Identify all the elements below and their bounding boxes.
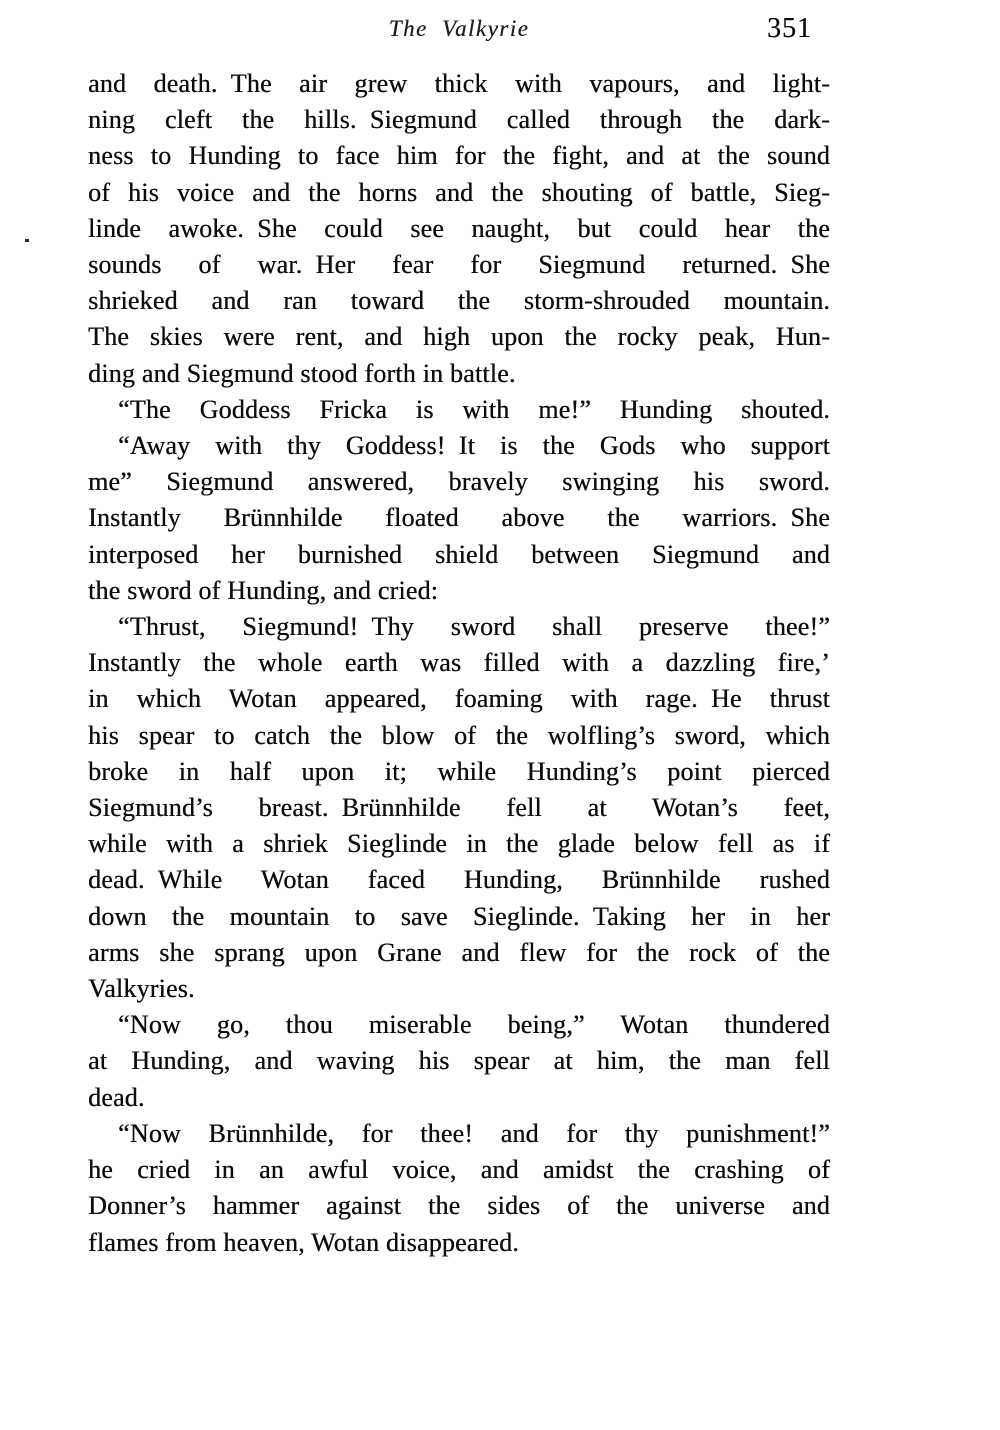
text-line: while with a shriek Sieglinde in the glade below fell as if [88, 829, 830, 859]
text-line: Siegmund’s breast. Brünnhilde fell at Wotan’s feet, [88, 793, 830, 823]
text-line: Instantly Brünnhilde floated above the warriors. She [88, 503, 830, 533]
text-line: arms she sprang upon Grane and flew for the rock of the [88, 937, 830, 967]
text-line: and death. The air grew thick with vapours, and light- [88, 69, 830, 98]
text-line: ning cleft the hills. Siegmund called through the dark- [88, 105, 830, 135]
text-line: in which Wotan appeared, foaming with rage. He thrust [88, 684, 830, 714]
text-line: The skies were rent, and high upon the rocky peak, Hun- [88, 322, 830, 352]
text-line: ding and Siegmund stood forth in battle. [88, 358, 516, 388]
text-line: Valkyries. [88, 974, 195, 1004]
text-line: “Now Brünnhilde, for thee! and for thy punishment!” [118, 1118, 830, 1148]
text-line: dead. [88, 1082, 145, 1112]
page-number: 351 [767, 13, 812, 44]
text-line: he cried in an awful voice, and amidst the crashing of [88, 1155, 830, 1185]
text-line: “Now go, thou miserable being,” Wotan thundered [118, 1010, 830, 1040]
text-line: down the mountain to save Sieglinde. Taking her in her [88, 901, 830, 931]
text-line: linde awoke. She could see naught, but could hear the [88, 213, 830, 243]
scan-speck-artifact [25, 239, 29, 242]
text-line: “Away with thy Goddess! It is the Gods who support [118, 431, 830, 461]
text-line: sounds of war. Her fear for Siegmund returned. She [88, 250, 830, 280]
text-line: Donner’s hammer against the sides of the universe and [88, 1191, 830, 1221]
text-line: Instantly the whole earth was filled with a dazzling fire,’ [88, 648, 830, 678]
text-line: “The Goddess Fricka is with me!” Hunding shouted. [118, 394, 830, 424]
text-line: shrieked and ran toward the storm-shrouded mountain. [88, 286, 830, 316]
text-line: “Thrust, Siegmund! Thy sword shall preserve thee!” [118, 612, 830, 642]
text-line: dead. While Wotan faced Hunding, Brünnhilde rushed [88, 865, 830, 895]
text-line: broke in half upon it; while Hunding’s point pierced [88, 756, 830, 786]
running-title: The Valkyrie [388, 16, 530, 41]
body-text [88, 66, 830, 1261]
text-line: flames from heaven, Wotan disappeared. [88, 1227, 519, 1257]
text-line: the sword of Hunding, and cried: [88, 575, 439, 605]
text-line: his spear to catch the blow of the wolfling’s sword, which [88, 720, 830, 750]
text-line: interposed her burnished shield between Siegmund and [88, 539, 830, 569]
text-line: ness to Hunding to face him for the fight, and at the sound [88, 141, 830, 171]
text-line: at Hunding, and waving his spear at him, the man fell [88, 1046, 830, 1076]
text-line: me” Siegmund answered, bravely swinging his sword. [88, 467, 830, 497]
running-header [88, 14, 830, 54]
text-line: of his voice and the horns and the shouting of battle, Sieg- [88, 177, 830, 207]
